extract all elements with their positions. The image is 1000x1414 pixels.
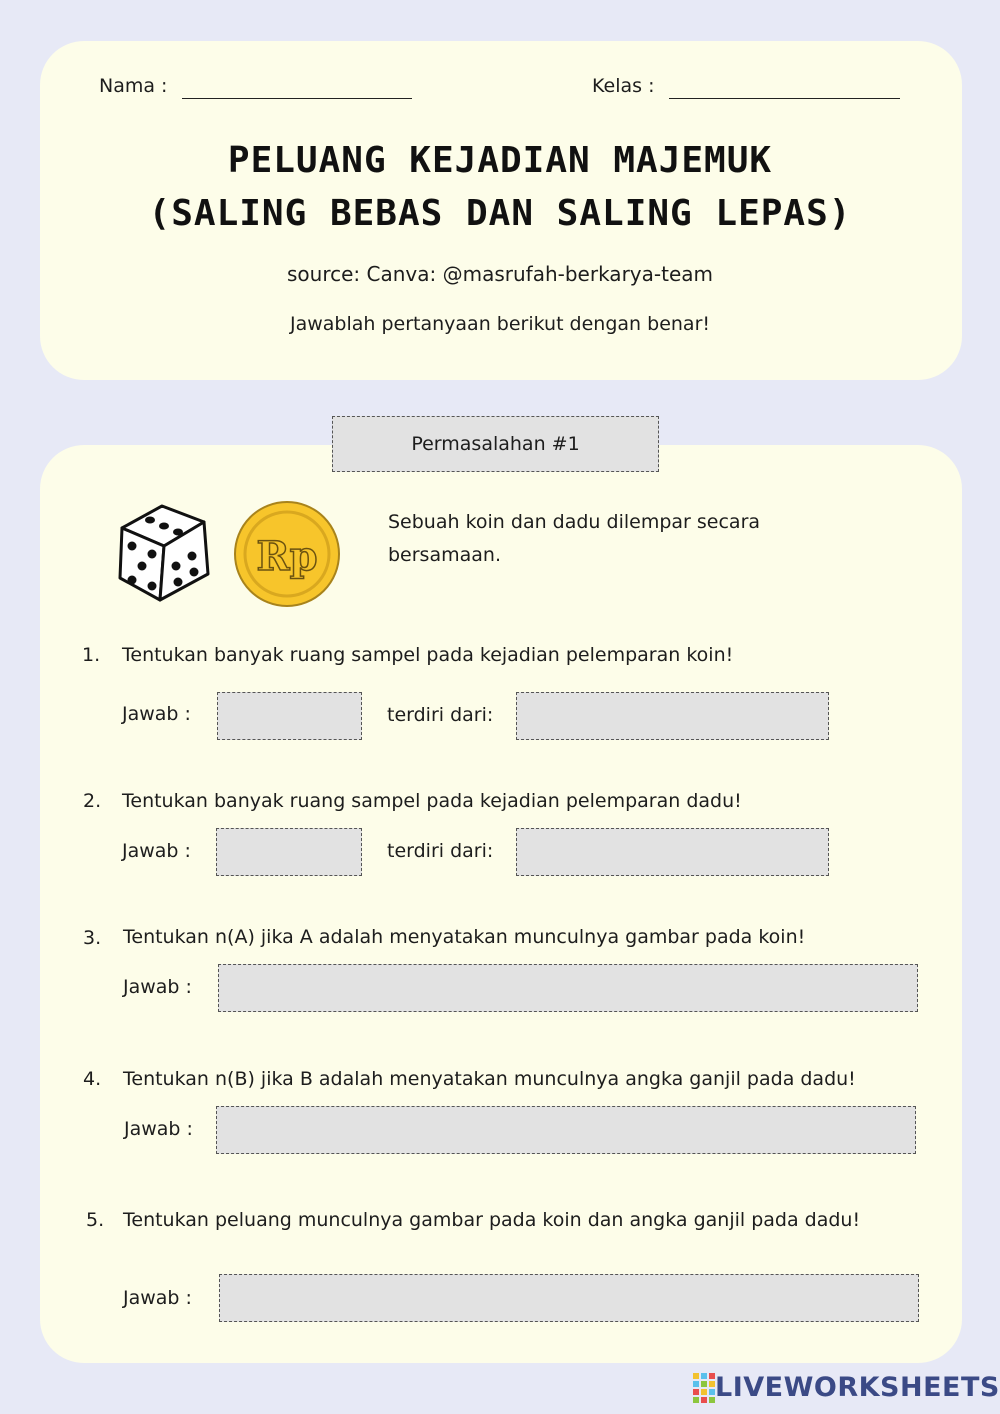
- question-1-answer-label: Jawab :: [122, 703, 191, 725]
- question-1-consists-label: terdiri dari:: [387, 704, 494, 726]
- dice-icon: [112, 500, 216, 604]
- liveworksheets-icon: [693, 1373, 715, 1403]
- liveworksheets-wordmark: LIVEWORKSHEETS: [715, 1372, 1000, 1403]
- question-1-number: 1.: [82, 644, 101, 666]
- question-1-consists-box[interactable]: [516, 692, 829, 740]
- problem-tag: Permasalahan #1: [332, 416, 659, 472]
- class-input-line[interactable]: [669, 98, 900, 99]
- question-3-answer-box[interactable]: [218, 964, 918, 1012]
- liveworksheets-logo[interactable]: [693, 1372, 1000, 1403]
- question-2-answer-label: Jawab :: [122, 840, 191, 862]
- class-label: Kelas :: [592, 75, 655, 97]
- question-4-text: Tentukan n(B) jika B adalah menyatakan munculnya angka ganjil pada dadu!: [123, 1068, 856, 1090]
- title-line-2: (SALING BEBAS DAN SALING LEPAS): [148, 193, 852, 234]
- question-2-consists-label: terdiri dari:: [387, 840, 494, 862]
- question-2-number: 2.: [83, 790, 102, 812]
- question-3-number: 3.: [83, 927, 102, 949]
- question-1-text: Tentukan banyak ruang sampel pada kejadian pelemparan koin!: [122, 644, 734, 666]
- coin-label: Rp: [256, 533, 318, 580]
- question-2-text: Tentukan banyak ruang sampel pada kejadian pelemparan dadu!: [122, 790, 742, 812]
- instruction-text: Jawablah pertanyaan berikut dengan benar!: [289, 313, 711, 335]
- question-4-answer-box[interactable]: [216, 1106, 916, 1154]
- question-5-number: 5.: [86, 1209, 105, 1231]
- name-label: Nama :: [99, 75, 168, 97]
- question-4-answer-label: Jawab :: [124, 1118, 193, 1140]
- question-4-number: 4.: [83, 1068, 102, 1090]
- question-2-consists-box[interactable]: [516, 828, 829, 876]
- question-5-answer-label: Jawab :: [123, 1287, 192, 1309]
- title-line-1: PELUANG KEJADIAN MAJEMUK: [227, 140, 773, 181]
- question-3-text: Tentukan n(A) jika A adalah menyatakan munculnya gambar pada koin!: [123, 926, 806, 948]
- coin-icon: [233, 500, 341, 608]
- question-5-text: Tentukan peluang munculnya gambar pada koin dan angka ganjil pada dadu!: [123, 1209, 861, 1231]
- source-credit: source: Canva: @masrufah-berkarya-team: [287, 262, 713, 286]
- problem-intro: Sebuah koin dan dadu dilempar secara bersamaan.: [388, 511, 761, 566]
- question-3-answer-label: Jawab :: [123, 976, 192, 998]
- name-input-line[interactable]: [182, 98, 412, 99]
- question-1-answer-box[interactable]: [217, 692, 362, 740]
- question-5-answer-box[interactable]: [219, 1274, 919, 1322]
- question-2-answer-box[interactable]: [216, 828, 362, 876]
